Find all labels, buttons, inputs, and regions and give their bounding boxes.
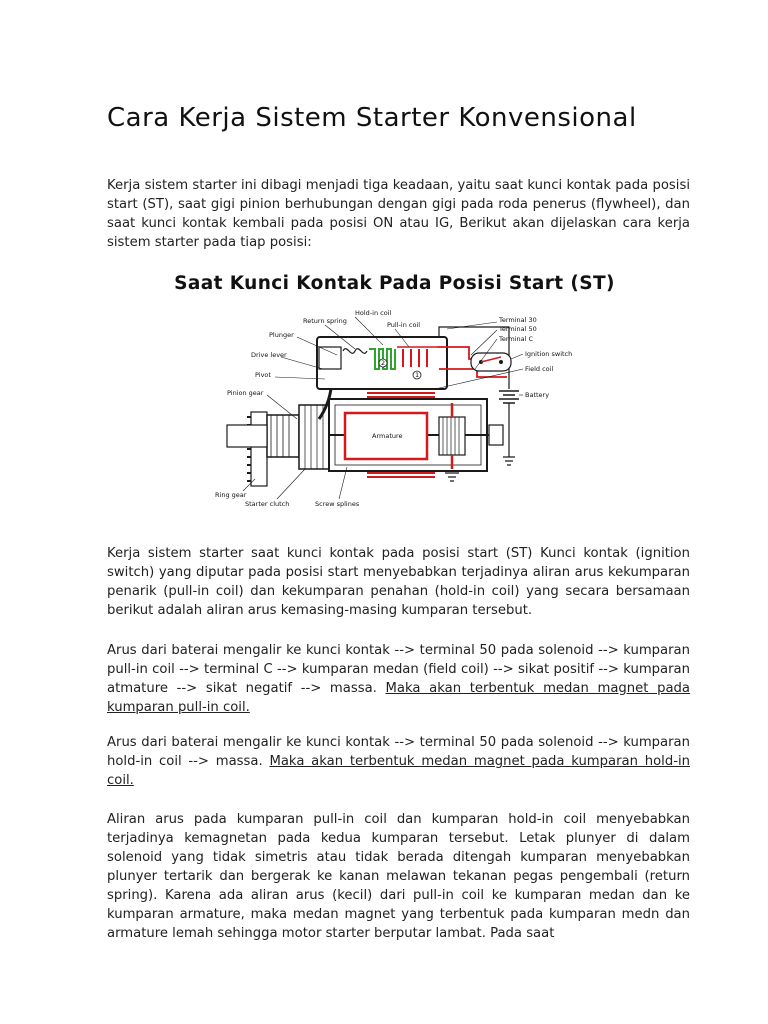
label-field-coil: Field coil: [525, 365, 554, 373]
page-title: Cara Kerja Sistem Starter Konvensional: [107, 103, 637, 133]
hold-in-current-text: Arus dari baterai mengalir ke kunci kontak --> terminal 50 pada solenoid --> kumparan hold-in coil --> massa.: [107, 735, 690, 769]
label-hold-in-coil: Hold-in coil: [355, 309, 392, 317]
pull-in-current-text: Arus dari baterai mengalir ke kunci kontak --> terminal 50 pada solenoid --> kumparan pull-in coil --> terminal C --> kumparan medan (field coil) --> sikat positif --> kumparan atmature --> sikat negatif --> massa.: [107, 643, 690, 696]
battery-shape: [499, 377, 519, 465]
label-terminal-c: Terminal C: [499, 335, 534, 343]
label-return-spring: Return spring: [303, 317, 347, 325]
label-ignition-switch: Ignition switch: [525, 350, 573, 358]
label-terminal-30: Terminal 30: [499, 316, 537, 324]
label-plunger: Plunger: [269, 331, 294, 339]
label-pinion-gear: Pinion gear: [227, 389, 264, 397]
label-battery: Battery: [525, 391, 550, 399]
paragraph-pull-in-current: [107, 641, 690, 717]
label-ring-gear: Ring gear: [215, 491, 247, 499]
paragraph-start-position: Kerja sistem starter saat kunci kontak pada posisi start (ST) Kunci kontak (ignition switch) yang diputar pada posisi start menyebabkan terjadinya aliran arus kekumparan penarik (pull-in coil) dan kekumparan penahan (hold-in coil) yang secara bersamaan berikut adalah aliran arus kemasing-masing kumparan tersebut.: [107, 546, 690, 618]
ring-gear-shape: [247, 412, 267, 486]
label-armature: Armature: [372, 432, 403, 440]
label-starter-clutch: Starter clutch: [245, 500, 290, 508]
label-terminal-50: Terminal 50: [499, 325, 537, 333]
pull-in-current-conclusion: Maka akan terbentuk medan magnet pada kumparan pull-in coil.: [107, 681, 690, 715]
starter-clutch-shape: [299, 405, 329, 469]
marker-2: 2: [381, 359, 386, 367]
intro-paragraph: Kerja sistem starter ini dibagi menjadi tiga keadaan, yaitu saat kunci kontak pada posisi start (ST), saat gigi pinion berhubungan dengan gigi pada roda penerus (flywheel), dan saat kunci kontak kembali pada posisi ON atau IG, Berikut akan dijelaskan cara kerja sistem starter pada tiap posisi:: [107, 178, 690, 250]
section-subtitle: Saat Kunci Kontak Pada Posisi Start (ST): [174, 273, 615, 294]
starter-circuit-diagram: [207, 307, 607, 512]
label-screw-splines: Screw splines: [315, 500, 360, 508]
label-pivot: Pivot: [255, 371, 271, 379]
paragraph-hold-in-current: [107, 733, 690, 790]
hold-in-current-conclusion: Maka akan terbentuk medan magnet pada kumparan hold-in coil.: [107, 754, 690, 788]
paragraph-magnetism-explanation: Aliran arus pada kumparan pull-in coil dan kumparan hold-in coil menyebabkan terjadinya kemagnetan pada kedua kumparan tersebut. Letak plunyer di dalam solenoid yang tidak simetris atau tidak berada ditengah kumparan menyebabkan plunyer tertarik dan bergerak ke kanan melawan tekanan pegas pengembali (return spring). Karena ada aliran arus (kecil) dari pull-in coil ke kumparan medan dan ke kumparan armature, maka medan magnet yang terbentuk pada kumparan medn dan armature lemah sehingga motor starter berputar lambat. Pada saat: [107, 812, 690, 941]
label-drive-lever: Drive lever: [251, 351, 287, 359]
ignition-switch-shape: [471, 353, 511, 371]
label-pull-in-coil: Pull-in coil: [387, 321, 421, 329]
marker-1: 1: [415, 371, 420, 379]
